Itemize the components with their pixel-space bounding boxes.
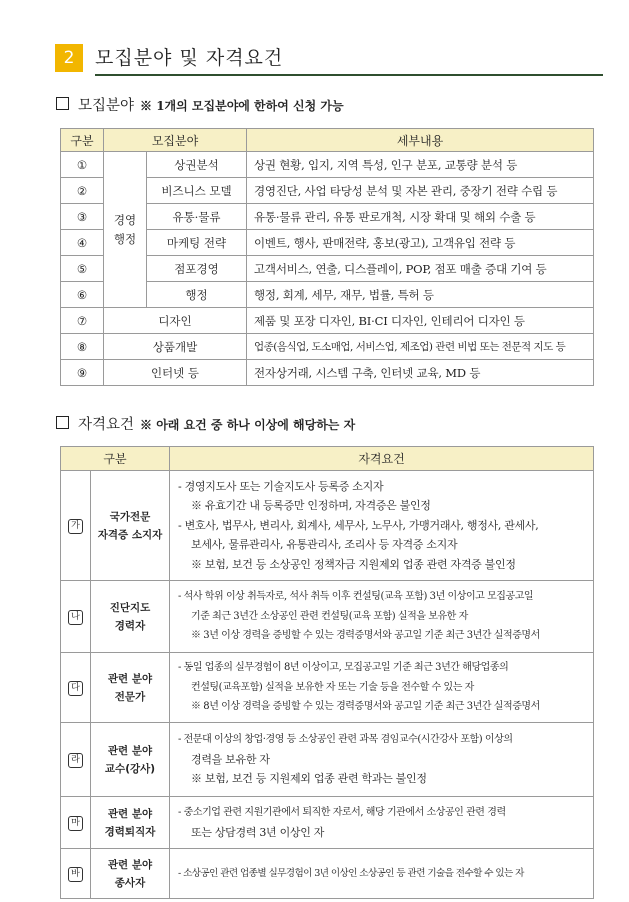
row-number: ⑥ — [61, 282, 104, 308]
section-title-underline — [95, 74, 603, 76]
row-mark-badge: 바 — [68, 867, 83, 882]
field-detail: 행정, 회계, 세무, 재무, 법률, 특허 등 — [247, 282, 594, 308]
table-row — [61, 653, 594, 723]
table-header-row — [61, 447, 594, 471]
field-detail: 전자상거래, 시스템 구축, 인터넷 교육, MD 등 — [247, 360, 594, 386]
row-label: 관련 분야 경력퇴직자 — [91, 797, 170, 849]
qualify-heading: 자격요건 — [78, 417, 135, 433]
table-row — [61, 849, 594, 899]
row-mark — [61, 581, 91, 653]
row-label: 관련 분야 종사자 — [91, 849, 170, 899]
field-name: 디자인 — [104, 308, 247, 334]
header-gubun: 구분 — [61, 129, 104, 152]
row-mark-badge: 가 — [68, 519, 83, 534]
row-requirements: - 중소기업 관련 지원기관에서 퇴직한 자로서, 해당 기관에서 소상공인 관련 경력 또는 상담경력 3년 이상인 자 — [170, 797, 594, 849]
group-label-management-admin: 경영 행정 — [104, 152, 147, 308]
row-label: 진단지도 경력자 — [91, 581, 170, 653]
header-field: 모집분야 — [104, 129, 247, 152]
table-row — [61, 797, 594, 849]
row-number: ② — [61, 178, 104, 204]
qualify-heading-line — [56, 415, 355, 435]
field-name: 상품개발 — [104, 334, 247, 360]
field-name: 행정 — [147, 282, 247, 308]
field-detail: 이벤트, 행사, 판매전략, 홍보(광고), 고객유입 전략 등 — [247, 230, 594, 256]
row-requirements: - 경영지도사 또는 기술지도사 등록증 소지자 ※ 유효기간 내 등록증만 인정하며, 자격증은 불인정 - 변호사, 법무사, 변리사, 회계사, 세무사, 노무사, 가맹거래사, 행정사, 관세사, 보세사, 물류관리사, 유통관리사, 조리사 등 자격증 소지자 ※ 보험, 보건 등 소상공인 정책자금 지원제외 업종 관련 자격증 불인정 — [170, 471, 594, 581]
field-detail: 업종(음식업, 도소매업, 서비스업, 제조업) 관련 비법 또는 전문적 지도 등 — [247, 334, 594, 360]
row-number: ⑨ — [61, 360, 104, 386]
field-detail: 제품 및 포장 디자인, BI·CI 디자인, 인테리어 디자인 등 — [247, 308, 594, 334]
field-detail: 유통·물류 관리, 유통 판로개척, 시장 확대 및 해외 수출 등 — [247, 204, 594, 230]
table-row — [61, 723, 594, 797]
field-name: 상권분석 — [147, 152, 247, 178]
field-detail: 상권 현황, 입지, 지역 특성, 인구 분포, 교통량 분석 등 — [247, 152, 594, 178]
recruit-note: ※ 1개의 모집분야에 한하여 신청 가능 — [140, 99, 344, 113]
row-mark-badge: 나 — [68, 610, 83, 625]
row-mark-badge: 마 — [68, 816, 83, 831]
qualify-note: ※ 아래 요건 중 하나 이상에 해당하는 자 — [140, 418, 356, 432]
row-number: ⑦ — [61, 308, 104, 334]
checkbox-square-icon — [56, 97, 69, 110]
recruit-heading-line — [56, 96, 344, 116]
header-gubun: 구분 — [61, 447, 170, 471]
table-row — [61, 471, 594, 581]
field-detail: 경영진단, 사업 타당성 분석 및 자본 관리, 중장기 전략 수립 등 — [247, 178, 594, 204]
row-requirements: - 전문대 이상의 창업·경영 등 소상공인 관련 과목 겸임교수(시간강사 포함) 이상의 경력을 보유한 자 ※ 보험, 보건 등 지원제외 업종 관련 학과는 불인정 — [170, 723, 594, 797]
row-number: ⑧ — [61, 334, 104, 360]
table-header-row — [61, 129, 594, 152]
row-label: 국가전문 자격증 소지자 — [91, 471, 170, 581]
field-name: 마케팅 전략 — [147, 230, 247, 256]
row-mark — [61, 471, 91, 581]
row-number: ① — [61, 152, 104, 178]
row-requirements: - 소상공인 관련 업종별 실무경험이 3년 이상인 소상공인 등 관련 기술을 전수할 수 있는 자 — [170, 849, 594, 899]
table-row — [61, 152, 594, 178]
row-mark — [61, 849, 91, 899]
table-row — [61, 360, 594, 386]
row-requirements: - 동일 업종의 실무경험이 8년 이상이고, 모집공고일 기준 최근 3년간 해당업종의 컨설팅(교육포함) 실적을 보유한 자 또는 기술 등을 전수할 수 있는 자 ※ 8년 이상 경력을 증빙할 수 있는 경력증명서와 공고일 기준 최근 3년간 실적증명서 — [170, 653, 594, 723]
table-row — [61, 308, 594, 334]
row-label: 관련 분야 전문가 — [91, 653, 170, 723]
row-requirements: - 석사 학위 이상 취득자로, 석사 취득 이후 컨설팅(교육 포함) 3년 이상이고 모집공고일 기준 최근 3년간 소상공인 관련 컨설팅(교육 포함) 실적을 보유한 자 ※ 3년 이상 경력을 증빙할 수 있는 경력증명서와 공고일 기준 최근 3년간 실적증명서 — [170, 581, 594, 653]
row-mark-badge: 다 — [68, 681, 83, 696]
field-name: 점포경영 — [147, 256, 247, 282]
section-number-badge: 2 — [55, 44, 83, 72]
row-mark — [61, 653, 91, 723]
header-requirements: 자격요건 — [170, 447, 594, 471]
table-row — [61, 581, 594, 653]
checkbox-square-icon — [56, 416, 69, 429]
section-header — [55, 44, 603, 74]
field-name: 비즈니스 모델 — [147, 178, 247, 204]
section-title: 모집분야 및 자격요건 — [95, 47, 284, 69]
recruit-heading: 모집분야 — [78, 98, 135, 114]
row-mark — [61, 797, 91, 849]
row-label: 관련 분야 교수(강사) — [91, 723, 170, 797]
field-detail: 고객서비스, 연출, 디스플레이, POP, 점포 매출 증대 기여 등 — [247, 256, 594, 282]
row-mark — [61, 723, 91, 797]
qualify-table — [60, 446, 594, 899]
recruit-table — [60, 128, 594, 386]
field-name: 인터넷 등 — [104, 360, 247, 386]
row-mark-badge: 라 — [68, 753, 83, 768]
row-number: ④ — [61, 230, 104, 256]
field-name: 유통·물류 — [147, 204, 247, 230]
header-detail: 세부내용 — [247, 129, 594, 152]
table-row — [61, 334, 594, 360]
row-number: ⑤ — [61, 256, 104, 282]
row-number: ③ — [61, 204, 104, 230]
